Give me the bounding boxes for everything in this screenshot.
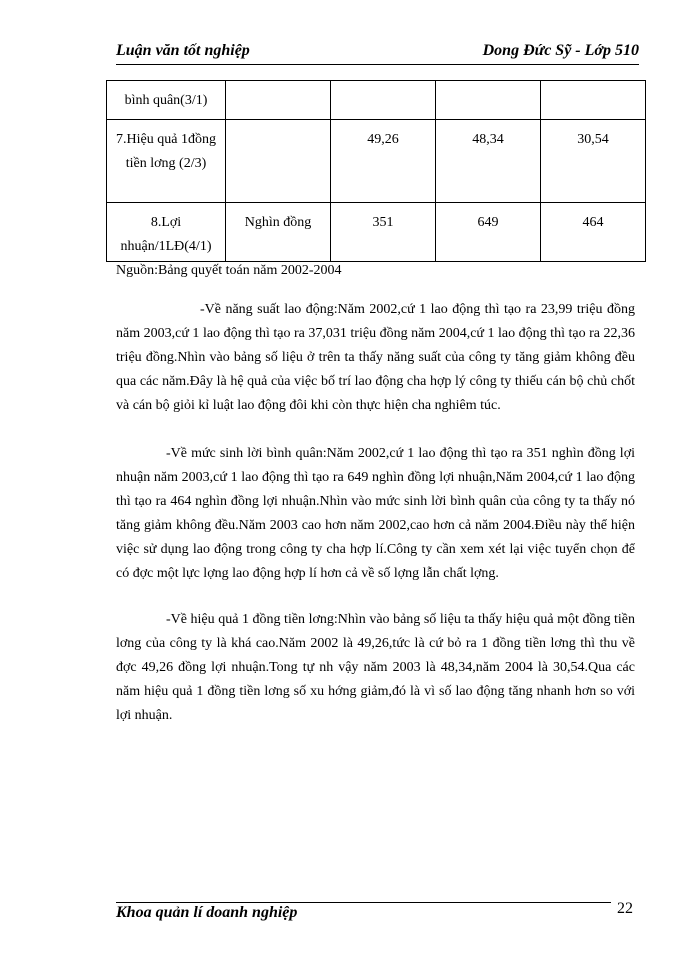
table-source: Nguồn:Bảng quyết toán năm 2002-2004 [116, 263, 342, 278]
table-cell: 351 [331, 203, 436, 262]
table-cell: 464 [541, 203, 646, 262]
table-row [107, 81, 646, 120]
table-cell [226, 81, 331, 120]
table-cell: 49,26 [331, 120, 436, 203]
table-cell: 30,54 [541, 120, 646, 203]
table-cell: bình quân(3/1) [107, 81, 226, 120]
page-number: 22 [617, 900, 633, 917]
footer-rule [116, 902, 611, 903]
header-left: Luận văn tốt nghiệp [116, 42, 250, 59]
data-table [106, 80, 646, 262]
table-cell: 8.Lợi nhuận/1LĐ(4/1) [107, 203, 226, 262]
table-cell: Nghìn đồng [226, 203, 331, 262]
page-header [116, 40, 639, 65]
table-cell: 7.Hiệu quả 1đồng tiền lơng (2/3) [107, 120, 226, 203]
paragraph-average-profitability: -Về mức sinh lời bình quân:Năm 2002,cứ 1 lao động thì tạo ra 351 nghìn đồng lợi nhuận năm 2003,cứ 1 lao động thì tạo ra 649 nghìn đồng lợi nhuận,Năm 2004,cứ 1 lao động thì tạo ra 464 nghìn đồng lợi nhuận.Nhìn vào mức sinh lời bình quân của công ty ta thấy nó tăng giảm không đều.Năm 2003 cao hơn năm 2002,cao hơn cả năm 2004.Điều này thể hiện việc sử dụng lao động trong công ty cha hợp lí.Công ty cần xem xét lại việc tuyển chọn để có đợc một lực lợng lao động hợp lí hơn cả về số lợng lẫn chất lợng. [116, 446, 635, 581]
table-cell [541, 81, 646, 120]
table-cell: 649 [436, 203, 541, 262]
table-cell [436, 81, 541, 120]
table-cell [331, 81, 436, 120]
table-row [107, 120, 646, 203]
paragraph-labor-productivity: -Về năng suất lao động:Năm 2002,cứ 1 lao động thì tạo ra 23,99 triệu đồng năm 2003,cứ 1 lao động thì tạo ra 37,031 triệu đồng năm 2004,cứ 1 lao động thì tạo ra 22,36 triệu đồng.Nhìn vào bảng số liệu ở trên ta thấy năng suất của công ty tăng giảm không đều qua các năm.Đây là hệ quả của việc bố trí lao động cha hợp lý công ty thiếu cán bộ chủ chốt và cán bộ giỏi kỉ luật lao động đôi khi còn thực hiện cha nghiêm túc. [116, 302, 635, 413]
table-cell [226, 120, 331, 203]
header-right: Dong Đức Sỹ - Lớp 510 [482, 42, 639, 59]
table-row [107, 203, 646, 262]
paragraph-salary-efficiency: -Về hiệu quả 1 đồng tiền lơng:Nhìn vào bảng số liệu ta thấy hiệu quả một đồng tiền lơng của công ty là khá cao.Năm 2002 là 49,26,tức là cứ bỏ ra 1 đồng tiền lơng thì thu về đợc 49,26 đồng lợi nhuận.Tong tự nh vậy năm 2003 là 48,34,năm 2004 là 30,54.Qua các năm hiệu quả 1 đồng tiền lơng số xu hớng giảm,đó là vì số lao động tăng nhanh hơn so với lợi nhuận. [116, 612, 635, 723]
table-cell: 48,34 [436, 120, 541, 203]
footer-left: Khoa quản lí doanh nghiệp [116, 904, 298, 921]
